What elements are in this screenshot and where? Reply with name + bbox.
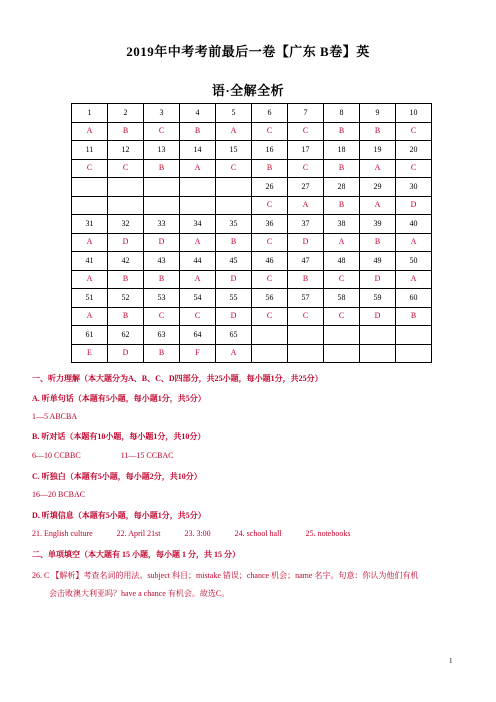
answer-cell: B <box>144 159 180 178</box>
answer-cell: A <box>180 159 216 178</box>
question-number-cell: 44 <box>180 252 216 271</box>
q26-explanation-line2: 会击败澳大利亚吗？have a chance 有机会。故选C。 <box>49 589 230 598</box>
answer-cell: A <box>324 233 360 252</box>
partC-answers: 16—20 BCBAC <box>32 490 86 499</box>
answer-cell: A <box>216 122 252 141</box>
answer-cell: E <box>72 344 108 363</box>
answer-row <box>72 233 432 252</box>
answer-cell: D <box>144 233 180 252</box>
question-number-cell <box>180 178 216 197</box>
answer-row <box>72 270 432 289</box>
answer-cell: C <box>252 196 288 215</box>
question-number-cell: 36 <box>252 215 288 234</box>
partA-answers: 1—5 ABCBA <box>32 412 78 421</box>
question-number-row <box>72 252 432 271</box>
question-number-cell <box>396 326 432 345</box>
partB-answers-1: 6—10 CCBBC <box>32 451 81 460</box>
answer-row <box>72 122 432 141</box>
question-number-cell: 49 <box>360 252 396 271</box>
question-number-cell: 35 <box>216 215 252 234</box>
partB-answers <box>32 451 174 460</box>
question-number-cell: 55 <box>216 289 252 308</box>
question-number-cell: 62 <box>108 326 144 345</box>
answer-cell: A <box>216 344 252 363</box>
question-number-cell: 18 <box>324 141 360 160</box>
question-number-row <box>72 178 432 197</box>
answer-cell: A <box>288 196 324 215</box>
answer-cell: C <box>144 122 180 141</box>
question-number-cell <box>144 178 180 197</box>
answer-cell: C <box>288 159 324 178</box>
question-number-cell: 46 <box>252 252 288 271</box>
question-number-cell: 47 <box>288 252 324 271</box>
question-number-cell: 60 <box>396 289 432 308</box>
answer-cell: C <box>324 270 360 289</box>
question-number-cell: 65 <box>216 326 252 345</box>
question-number-cell: 38 <box>324 215 360 234</box>
question-number-cell: 32 <box>108 215 144 234</box>
answer-cell: C <box>288 122 324 141</box>
answer-cell: B <box>180 122 216 141</box>
answer-cell: C <box>216 159 252 178</box>
question-number-row <box>72 215 432 234</box>
question-number-cell: 5 <box>216 104 252 123</box>
answer-cell <box>252 344 288 363</box>
answer-cell: C <box>324 307 360 326</box>
partB-answers-2: 11—15 CCBAC <box>120 451 174 460</box>
question-number-cell: 50 <box>396 252 432 271</box>
answer-cell <box>396 344 432 363</box>
question-number-cell: 20 <box>396 141 432 160</box>
question-number-cell: 53 <box>144 289 180 308</box>
question-number-cell: 27 <box>288 178 324 197</box>
answer-cell: B <box>144 344 180 363</box>
partB-heading: B. 听对话（本题有10小题，每小题1分，共10分） <box>32 432 206 441</box>
answer-table <box>71 103 432 363</box>
doc-title-line1: 2019年中考考前最后一卷【广东 B卷】英 <box>126 44 370 59</box>
answer-cell: C <box>252 122 288 141</box>
answer-cell <box>216 196 252 215</box>
answer-cell: D <box>216 307 252 326</box>
question-number-cell: 57 <box>288 289 324 308</box>
q26-explanation-line1: 26. C 【解析】考查名词的用法。subject 科目；mistake 错误；chance 机会；name 名字。句意：你认为他们有机 <box>32 571 419 580</box>
answer-cell: A <box>396 270 432 289</box>
partD-answer: 23. 3:00 <box>184 529 211 538</box>
question-number-cell: 54 <box>180 289 216 308</box>
answer-cell <box>144 196 180 215</box>
question-number-cell: 51 <box>72 289 108 308</box>
answer-cell: A <box>396 233 432 252</box>
answer-cell: A <box>180 233 216 252</box>
answer-cell: D <box>108 233 144 252</box>
answer-cell: C <box>108 159 144 178</box>
answer-cell: B <box>108 122 144 141</box>
question-number-cell: 17 <box>288 141 324 160</box>
answer-cell <box>108 196 144 215</box>
answer-cell: A <box>72 307 108 326</box>
page-number: 1 <box>449 657 453 665</box>
answer-cell: B <box>288 270 324 289</box>
answer-cell: D <box>216 270 252 289</box>
answer-cell: C <box>252 270 288 289</box>
question-number-cell: 14 <box>180 141 216 160</box>
partD-answers <box>32 529 372 538</box>
answer-cell: B <box>252 159 288 178</box>
question-number-row <box>72 289 432 308</box>
answer-cell: B <box>324 122 360 141</box>
question-number-cell <box>216 178 252 197</box>
question-number-cell: 58 <box>324 289 360 308</box>
question-number-cell: 59 <box>360 289 396 308</box>
question-number-cell: 63 <box>144 326 180 345</box>
answer-cell: D <box>360 307 396 326</box>
question-number-cell: 29 <box>360 178 396 197</box>
answer-cell <box>360 344 396 363</box>
answer-cell: B <box>108 270 144 289</box>
answer-cell: B <box>360 122 396 141</box>
question-number-cell: 11 <box>72 141 108 160</box>
question-number-cell: 41 <box>72 252 108 271</box>
answer-cell: D <box>288 233 324 252</box>
question-number-cell <box>108 178 144 197</box>
question-number-cell: 12 <box>108 141 144 160</box>
answer-cell: C <box>396 159 432 178</box>
question-number-cell: 45 <box>216 252 252 271</box>
answer-cell: C <box>288 307 324 326</box>
partD-answer: 24. school hall <box>234 529 282 538</box>
answer-cell: B <box>360 233 396 252</box>
answer-cell: D <box>108 344 144 363</box>
answer-cell: A <box>72 122 108 141</box>
question-number-cell: 2 <box>108 104 144 123</box>
answer-cell: C <box>252 233 288 252</box>
question-number-cell: 28 <box>324 178 360 197</box>
answer-cell: B <box>324 196 360 215</box>
question-number-cell: 19 <box>360 141 396 160</box>
answer-cell: A <box>72 233 108 252</box>
question-number-cell: 9 <box>360 104 396 123</box>
question-number-cell: 1 <box>72 104 108 123</box>
answer-cell: B <box>144 270 180 289</box>
question-number-cell: 6 <box>252 104 288 123</box>
answer-cell: A <box>360 196 396 215</box>
question-number-cell: 56 <box>252 289 288 308</box>
answer-cell: A <box>72 270 108 289</box>
answer-cell: F <box>180 344 216 363</box>
question-number-cell: 30 <box>396 178 432 197</box>
answer-cell: A <box>360 159 396 178</box>
question-number-cell: 16 <box>252 141 288 160</box>
question-number-cell: 40 <box>396 215 432 234</box>
question-number-cell: 37 <box>288 215 324 234</box>
question-number-cell: 34 <box>180 215 216 234</box>
part1-heading: 一、听力理解（本大题分为A、B、C、D四部分，共25小题，每小题1分，共25分） <box>32 374 323 383</box>
answer-row <box>72 344 432 363</box>
question-number-cell: 39 <box>360 215 396 234</box>
partC-heading: C. 听独白（本题有5小题，每小题2分，共10分） <box>32 472 202 481</box>
question-number-cell: 10 <box>396 104 432 123</box>
question-number-cell: 4 <box>180 104 216 123</box>
question-number-cell: 31 <box>72 215 108 234</box>
partD-answer: 21. English culture <box>32 529 93 538</box>
question-number-cell: 26 <box>252 178 288 197</box>
part2-heading: 二、单项填空（本大题有 15 小题，每小题 1 分，共 15 分） <box>32 550 240 559</box>
question-number-cell: 8 <box>324 104 360 123</box>
question-number-cell: 64 <box>180 326 216 345</box>
question-number-cell <box>252 326 288 345</box>
answer-row <box>72 196 432 215</box>
question-number-cell: 13 <box>144 141 180 160</box>
answer-cell: C <box>396 122 432 141</box>
question-number-cell: 52 <box>108 289 144 308</box>
partD-heading: D. 听填信息（本题有5小题，每小题1分，共5分） <box>32 511 206 520</box>
question-number-cell: 43 <box>144 252 180 271</box>
answer-row <box>72 307 432 326</box>
answer-cell: B <box>324 159 360 178</box>
question-number-cell: 7 <box>288 104 324 123</box>
answer-cell: C <box>144 307 180 326</box>
partD-answer: 22. April 21st <box>116 529 161 538</box>
answer-cell: D <box>396 196 432 215</box>
answer-cell <box>72 196 108 215</box>
answer-cell: C <box>180 307 216 326</box>
answer-cell <box>324 344 360 363</box>
question-number-cell: 3 <box>144 104 180 123</box>
question-number-row <box>72 141 432 160</box>
question-number-cell: 33 <box>144 215 180 234</box>
doc-title-line2: 语·全解全析 <box>211 83 285 98</box>
question-number-cell <box>72 178 108 197</box>
answer-cell: C <box>252 307 288 326</box>
question-number-cell: 61 <box>72 326 108 345</box>
question-number-cell: 42 <box>108 252 144 271</box>
question-number-cell: 48 <box>324 252 360 271</box>
partD-answer: 25. notebooks <box>305 529 351 538</box>
answer-cell: C <box>72 159 108 178</box>
question-number-cell <box>360 326 396 345</box>
partA-heading: A. 听单句话（本题有5小题，每小题1分，共5分） <box>32 394 206 403</box>
answer-cell: B <box>396 307 432 326</box>
answer-cell <box>180 196 216 215</box>
answer-cell: B <box>216 233 252 252</box>
question-number-row <box>72 326 432 345</box>
answer-cell: B <box>108 307 144 326</box>
answer-cell: A <box>180 270 216 289</box>
answer-cell <box>288 344 324 363</box>
question-number-cell: 15 <box>216 141 252 160</box>
question-number-row <box>72 104 432 123</box>
question-number-cell <box>324 326 360 345</box>
answer-row <box>72 159 432 178</box>
question-number-cell <box>288 326 324 345</box>
answer-cell: D <box>360 270 396 289</box>
